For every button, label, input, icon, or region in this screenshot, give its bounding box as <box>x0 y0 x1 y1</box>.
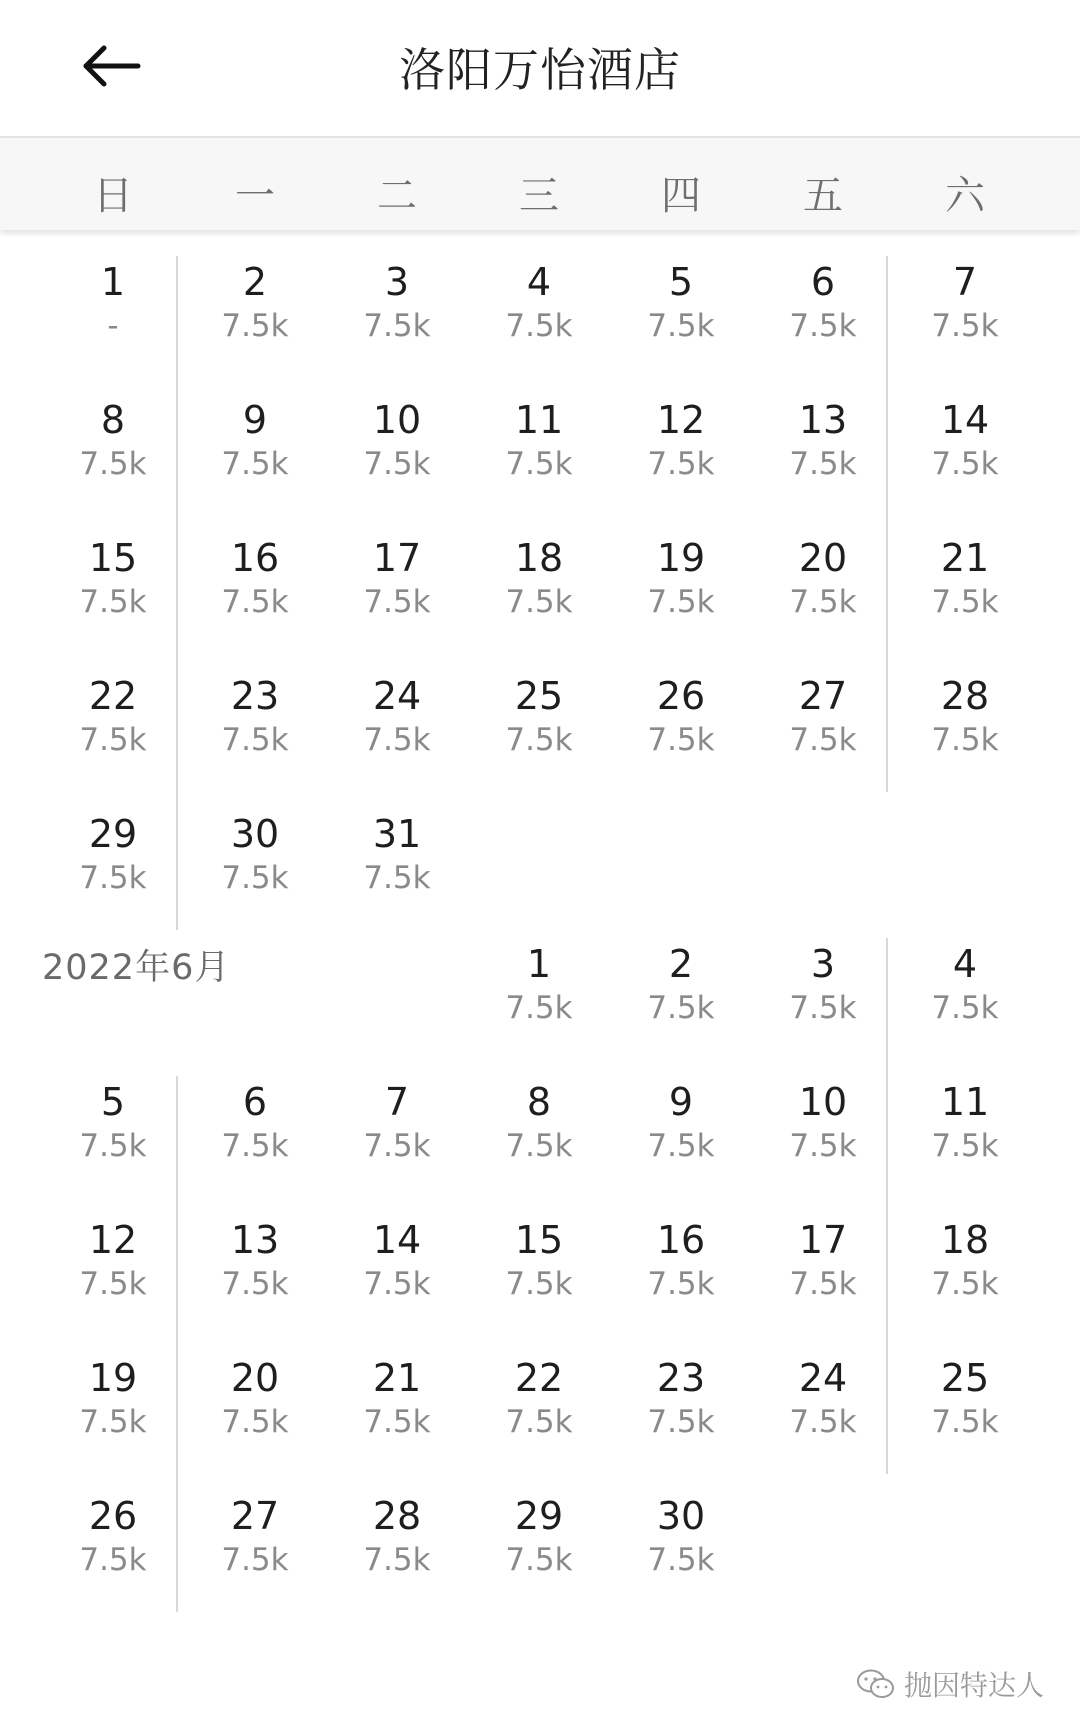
day-number: 21 <box>372 1356 422 1400</box>
watermark <box>856 1664 1044 1704</box>
date-cell[interactable] <box>184 536 326 656</box>
day-number: 5 <box>668 260 694 304</box>
day-price: 7.5k <box>505 722 573 758</box>
day-price: 7.5k <box>931 584 999 620</box>
day-number: 16 <box>656 1218 706 1262</box>
day-price: 7.5k <box>363 1404 431 1440</box>
date-cell[interactable] <box>184 398 326 518</box>
day-number: 20 <box>230 1356 280 1400</box>
date-cell[interactable] <box>42 1494 184 1614</box>
day-number: 27 <box>798 674 848 718</box>
day-price: 7.5k <box>221 1128 289 1164</box>
weekend-divider <box>886 938 888 1474</box>
date-cell[interactable] <box>610 1356 752 1476</box>
day-price: 7.5k <box>505 1404 573 1440</box>
date-cell[interactable] <box>42 1356 184 1476</box>
day-price: 7.5k <box>647 1542 715 1578</box>
day-price: 7.5k <box>221 1542 289 1578</box>
date-cell[interactable] <box>894 1218 1036 1338</box>
day-number: 20 <box>798 536 848 580</box>
day-price: 7.5k <box>79 446 147 482</box>
day-number: 14 <box>372 1218 422 1262</box>
day-price: 7.5k <box>505 1266 573 1302</box>
date-cell[interactable] <box>184 1356 326 1476</box>
day-number: 13 <box>230 1218 280 1262</box>
day-price: 7.5k <box>79 1542 147 1578</box>
day-price: 7.5k <box>363 1266 431 1302</box>
day-price: 7.5k <box>221 584 289 620</box>
date-cell[interactable] <box>468 260 610 380</box>
day-number: 22 <box>514 1356 564 1400</box>
day-price: 7.5k <box>789 1128 857 1164</box>
day-number: 30 <box>656 1494 706 1538</box>
date-cell[interactable] <box>894 674 1036 794</box>
day-number: 8 <box>100 398 126 442</box>
date-cell[interactable] <box>610 260 752 380</box>
day-price: 7.5k <box>789 584 857 620</box>
day-price: 7.5k <box>221 446 289 482</box>
day-number: 24 <box>372 674 422 718</box>
day-price: 7.5k <box>79 584 147 620</box>
day-number: 16 <box>230 536 280 580</box>
day-number: 26 <box>88 1494 138 1538</box>
day-price: 7.5k <box>79 1266 147 1302</box>
day-price: 7.5k <box>363 308 431 344</box>
date-cell[interactable] <box>468 1218 610 1338</box>
day-price: 7.5k <box>789 308 857 344</box>
date-cell[interactable] <box>752 398 894 518</box>
day-number: 6 <box>810 260 836 304</box>
day-price: 7.5k <box>363 1542 431 1578</box>
date-cell[interactable] <box>326 1218 468 1338</box>
weekday-tue: 二 <box>377 173 417 219</box>
date-cell[interactable] <box>752 260 894 380</box>
weekend-divider <box>176 1076 178 1612</box>
day-price: 7.5k <box>647 990 715 1026</box>
day-price: 7.5k <box>221 1266 289 1302</box>
watermark-text: 抛因特达人 <box>903 1669 1044 1702</box>
wechat-icon <box>856 1668 896 1700</box>
page-title: 洛阳万怡酒店 <box>399 43 681 97</box>
day-number: 28 <box>372 1494 422 1538</box>
date-cell[interactable] <box>468 1080 610 1200</box>
day-number: 5 <box>100 1080 126 1124</box>
day-price: 7.5k <box>221 722 289 758</box>
day-number: 25 <box>514 674 564 718</box>
day-price: 7.5k <box>931 722 999 758</box>
day-price: 7.5k <box>647 308 715 344</box>
day-number: 19 <box>88 1356 138 1400</box>
day-price: 7.5k <box>79 860 147 896</box>
weekday-thu: 四 <box>661 173 701 219</box>
day-price: 7.5k <box>931 990 999 1026</box>
day-price: 7.5k <box>789 722 857 758</box>
day-number: 19 <box>656 536 706 580</box>
date-cell[interactable] <box>184 1080 326 1200</box>
day-price: 7.5k <box>931 1128 999 1164</box>
date-cell[interactable] <box>610 1218 752 1338</box>
day-price: 7.5k <box>931 446 999 482</box>
day-price: 7.5k <box>647 722 715 758</box>
date-cell[interactable] <box>42 674 184 794</box>
day-number: 29 <box>88 812 138 856</box>
day-number: 29 <box>514 1494 564 1538</box>
day-number: 9 <box>668 1080 694 1124</box>
weekday-header <box>0 138 1080 230</box>
weekend-divider <box>176 256 178 930</box>
date-cell[interactable] <box>610 1494 752 1614</box>
day-number: 7 <box>952 260 978 304</box>
weekend-divider <box>886 256 888 792</box>
date-cell[interactable] <box>468 536 610 656</box>
date-cell[interactable] <box>42 536 184 656</box>
date-cell[interactable] <box>468 942 610 1062</box>
weekday-sun: 日 <box>93 173 133 219</box>
date-cell[interactable] <box>326 260 468 380</box>
day-price: 7.5k <box>79 722 147 758</box>
date-cell[interactable] <box>184 260 326 380</box>
day-number: 4 <box>526 260 552 304</box>
month-label: 2022年6月 <box>42 948 231 988</box>
day-number: 8 <box>526 1080 552 1124</box>
day-number: 15 <box>514 1218 564 1262</box>
day-price: 7.5k <box>647 446 715 482</box>
date-cell[interactable] <box>42 1080 184 1200</box>
date-cell[interactable] <box>468 1494 610 1614</box>
day-price: 7.5k <box>647 1128 715 1164</box>
day-number: 12 <box>88 1218 138 1262</box>
day-number: 15 <box>88 536 138 580</box>
day-number: 13 <box>798 398 848 442</box>
date-cell[interactable] <box>610 398 752 518</box>
date-cell[interactable] <box>326 812 468 932</box>
day-number: 10 <box>372 398 422 442</box>
day-price: 7.5k <box>221 308 289 344</box>
date-cell[interactable] <box>894 398 1036 518</box>
date-cell[interactable] <box>326 1494 468 1614</box>
day-number: 28 <box>940 674 990 718</box>
day-number: 3 <box>810 942 836 986</box>
day-number: 24 <box>798 1356 848 1400</box>
date-cell[interactable] <box>752 1218 894 1338</box>
date-cell[interactable] <box>326 398 468 518</box>
weekday-fri: 五 <box>803 173 843 219</box>
date-cell[interactable] <box>184 812 326 932</box>
date-cell[interactable] <box>752 536 894 656</box>
day-number: 21 <box>940 536 990 580</box>
date-cell[interactable] <box>468 674 610 794</box>
day-price: 7.5k <box>363 1128 431 1164</box>
day-number: 22 <box>88 674 138 718</box>
day-price: 7.5k <box>363 584 431 620</box>
date-cell[interactable] <box>42 1218 184 1338</box>
weekday-mon: 一 <box>235 173 275 219</box>
date-cell[interactable] <box>184 1494 326 1614</box>
day-number: 9 <box>242 398 268 442</box>
day-number: 25 <box>940 1356 990 1400</box>
day-number: 18 <box>940 1218 990 1262</box>
day-number: 11 <box>514 398 564 442</box>
weekday-sat: 六 <box>945 173 985 219</box>
day-price: 7.5k <box>789 446 857 482</box>
date-cell[interactable] <box>468 1356 610 1476</box>
date-cell[interactable] <box>610 536 752 656</box>
weekday-wed: 三 <box>519 173 559 219</box>
day-price: 7.5k <box>505 308 573 344</box>
day-number: 17 <box>798 1218 848 1262</box>
day-price: 7.5k <box>363 860 431 896</box>
date-cell[interactable] <box>894 260 1036 380</box>
date-cell[interactable] <box>894 1356 1036 1476</box>
day-price: 7.5k <box>221 860 289 896</box>
day-price: 7.5k <box>789 990 857 1026</box>
date-cell[interactable] <box>610 942 752 1062</box>
day-price: 7.5k <box>931 1404 999 1440</box>
day-price: 7.5k <box>647 1266 715 1302</box>
day-number: 26 <box>656 674 706 718</box>
date-cell[interactable] <box>610 1080 752 1200</box>
date-cell[interactable] <box>752 1356 894 1476</box>
day-number: 11 <box>940 1080 990 1124</box>
day-number: 17 <box>372 536 422 580</box>
day-number: 10 <box>798 1080 848 1124</box>
date-cell[interactable] <box>184 1218 326 1338</box>
day-number: 6 <box>242 1080 268 1124</box>
day-number: 1 <box>100 260 126 304</box>
date-cell[interactable] <box>42 812 184 932</box>
day-price: 7.5k <box>931 308 999 344</box>
day-price: 7.5k <box>363 722 431 758</box>
date-cell[interactable] <box>326 1080 468 1200</box>
day-price: 7.5k <box>505 584 573 620</box>
calendar-grid <box>0 230 1080 1732</box>
day-price: - <box>107 308 119 344</box>
day-price: 7.5k <box>505 990 573 1026</box>
date-cell[interactable] <box>752 942 894 1062</box>
day-price: 7.5k <box>79 1404 147 1440</box>
date-cell[interactable] <box>894 1080 1036 1200</box>
day-price: 7.5k <box>363 446 431 482</box>
date-cell[interactable] <box>326 1356 468 1476</box>
date-cell[interactable] <box>752 1080 894 1200</box>
day-number: 23 <box>230 674 280 718</box>
date-cell[interactable] <box>326 536 468 656</box>
day-number: 23 <box>656 1356 706 1400</box>
day-price: 7.5k <box>789 1266 857 1302</box>
date-cell[interactable] <box>610 674 752 794</box>
day-number: 30 <box>230 812 280 856</box>
day-price: 7.5k <box>647 1404 715 1440</box>
date-cell[interactable] <box>468 398 610 518</box>
date-cell[interactable] <box>894 536 1036 656</box>
day-price: 7.5k <box>505 1128 573 1164</box>
date-cell[interactable] <box>184 674 326 794</box>
day-price: 7.5k <box>221 1404 289 1440</box>
day-number: 7 <box>384 1080 410 1124</box>
date-cell[interactable] <box>42 398 184 518</box>
day-number: 14 <box>940 398 990 442</box>
top-bar <box>0 0 1080 138</box>
day-number: 1 <box>526 942 552 986</box>
date-cell[interactable] <box>326 674 468 794</box>
day-price: 7.5k <box>505 1542 573 1578</box>
day-number: 18 <box>514 536 564 580</box>
day-price: 7.5k <box>79 1128 147 1164</box>
day-number: 2 <box>668 942 694 986</box>
date-cell[interactable] <box>894 942 1036 1062</box>
day-number: 4 <box>952 942 978 986</box>
day-price: 7.5k <box>931 1266 999 1302</box>
day-price: 7.5k <box>647 584 715 620</box>
day-number: 27 <box>230 1494 280 1538</box>
day-number: 12 <box>656 398 706 442</box>
day-price: 7.5k <box>789 1404 857 1440</box>
date-cell[interactable] <box>42 260 184 380</box>
day-number: 3 <box>384 260 410 304</box>
day-number: 2 <box>242 260 268 304</box>
date-cell[interactable] <box>752 674 894 794</box>
day-number: 31 <box>372 812 422 856</box>
day-price: 7.5k <box>505 446 573 482</box>
